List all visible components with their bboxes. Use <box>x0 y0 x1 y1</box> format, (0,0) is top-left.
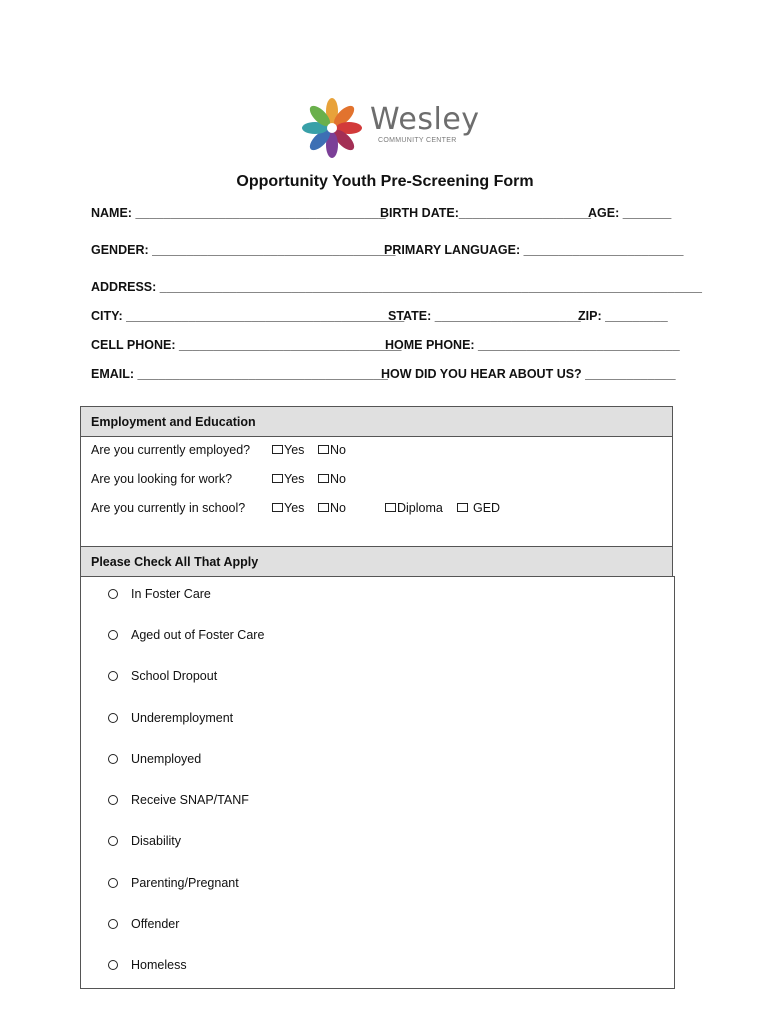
looking-no-checkbox[interactable] <box>318 474 329 483</box>
no-label: No <box>330 443 346 457</box>
checklist-item-label: Offender <box>131 917 180 931</box>
looking-no-option[interactable] <box>318 472 346 486</box>
checklist-item[interactable] <box>108 917 179 931</box>
radio-circle-icon[interactable] <box>108 630 118 640</box>
checklist-item[interactable] <box>108 958 187 972</box>
checklist-item-label: Receive SNAP/TANF <box>131 793 249 807</box>
radio-circle-icon[interactable] <box>108 671 118 681</box>
diploma-label: Diploma <box>397 501 443 515</box>
checklist-item-label: In Foster Care <box>131 587 211 601</box>
wesley-logo <box>294 92 480 162</box>
checklist-item-label: Underemployment <box>131 711 234 725</box>
zip-field[interactable]: ZIP: _________ <box>578 309 668 323</box>
checklist-item[interactable] <box>108 711 233 725</box>
radio-circle-icon[interactable] <box>108 754 118 764</box>
diploma-checkbox[interactable] <box>385 503 396 512</box>
question-employed: Are you currently employed? <box>91 443 251 457</box>
radio-circle-icon[interactable] <box>108 960 118 970</box>
home-phone-field[interactable]: HOME PHONE: _____________________________ <box>385 338 680 352</box>
radio-circle-icon[interactable] <box>108 713 118 723</box>
ged-option[interactable] <box>457 501 500 515</box>
radio-circle-icon[interactable] <box>108 878 118 888</box>
checklist-item-label: Unemployed <box>131 752 202 766</box>
checklist-item-label: School Dropout <box>131 669 218 683</box>
birth-date-field[interactable]: BIRTH DATE:___________________ <box>380 206 592 220</box>
checklist-section-heading <box>80 546 673 577</box>
school-no-checkbox[interactable] <box>318 503 329 512</box>
employment-heading-text: Employment and Education <box>91 414 256 429</box>
checklist-heading-text: Please Check All That Apply <box>91 554 259 569</box>
cell-phone-field[interactable]: CELL PHONE: ________________________________ <box>91 338 402 352</box>
state-field[interactable]: STATE: _____________________ <box>388 309 581 323</box>
employed-yes-checkbox[interactable] <box>272 445 283 454</box>
employed-yes-option[interactable] <box>272 443 304 457</box>
checklist-item[interactable] <box>108 793 249 807</box>
checklist-item[interactable] <box>108 876 239 890</box>
checklist-item-label: Parenting/Pregnant <box>131 876 239 890</box>
looking-yes-option[interactable] <box>272 472 304 486</box>
checklist-item[interactable] <box>108 669 217 683</box>
checklist-item-label: Aged out of Foster Care <box>131 628 265 642</box>
city-field[interactable]: CITY: ________________________________________ <box>91 309 405 323</box>
pinwheel-logo-icon <box>294 92 370 162</box>
school-yes-option[interactable] <box>272 501 304 515</box>
radio-circle-icon[interactable] <box>108 589 118 599</box>
diploma-option[interactable] <box>385 501 443 515</box>
age-field[interactable]: AGE: _______ <box>588 206 672 220</box>
yes-label: Yes <box>284 443 305 457</box>
no-label: No <box>330 472 346 486</box>
radio-circle-icon[interactable] <box>108 919 118 929</box>
radio-circle-icon[interactable] <box>108 836 118 846</box>
checklist-item[interactable] <box>108 628 264 642</box>
checklist-item-label: Disability <box>131 834 182 848</box>
logo-wordmark: Wesley <box>370 102 480 137</box>
employed-no-option[interactable] <box>318 443 346 457</box>
address-field[interactable]: ADDRESS: ______________________________________________________________________________ <box>91 280 703 294</box>
checklist-item[interactable] <box>108 752 201 766</box>
school-yes-checkbox[interactable] <box>272 503 283 512</box>
looking-yes-checkbox[interactable] <box>272 474 283 483</box>
radio-circle-icon[interactable] <box>108 795 118 805</box>
question-looking-for-work: Are you looking for work? <box>91 472 233 486</box>
name-field[interactable]: NAME: ____________________________________ <box>91 206 386 220</box>
question-in-school: Are you currently in school? <box>91 501 246 515</box>
checklist-item-label: Homeless <box>131 958 187 972</box>
gender-field[interactable]: GENDER: ___________________________________ <box>91 243 396 257</box>
employed-no-checkbox[interactable] <box>318 445 329 454</box>
employment-section-heading <box>80 406 673 437</box>
yes-label: Yes <box>284 501 305 515</box>
no-label: No <box>330 501 346 515</box>
ged-label: GED <box>473 501 501 515</box>
checklist-item[interactable] <box>108 834 181 848</box>
logo-subtitle: COMMUNITY CENTER <box>378 137 457 144</box>
form-title: Opportunity Youth Pre-Screening Form <box>236 173 534 190</box>
school-no-option[interactable] <box>318 501 346 515</box>
email-field[interactable]: EMAIL: ____________________________________ <box>91 367 388 381</box>
yes-label: Yes <box>284 472 305 486</box>
checklist-item[interactable] <box>108 587 211 601</box>
ged-checkbox[interactable] <box>457 503 468 512</box>
primary-language-field[interactable]: PRIMARY LANGUAGE: _______________________ <box>384 243 684 257</box>
how-did-you-hear-field[interactable]: HOW DID YOU HEAR ABOUT US? _____________ <box>381 367 676 381</box>
